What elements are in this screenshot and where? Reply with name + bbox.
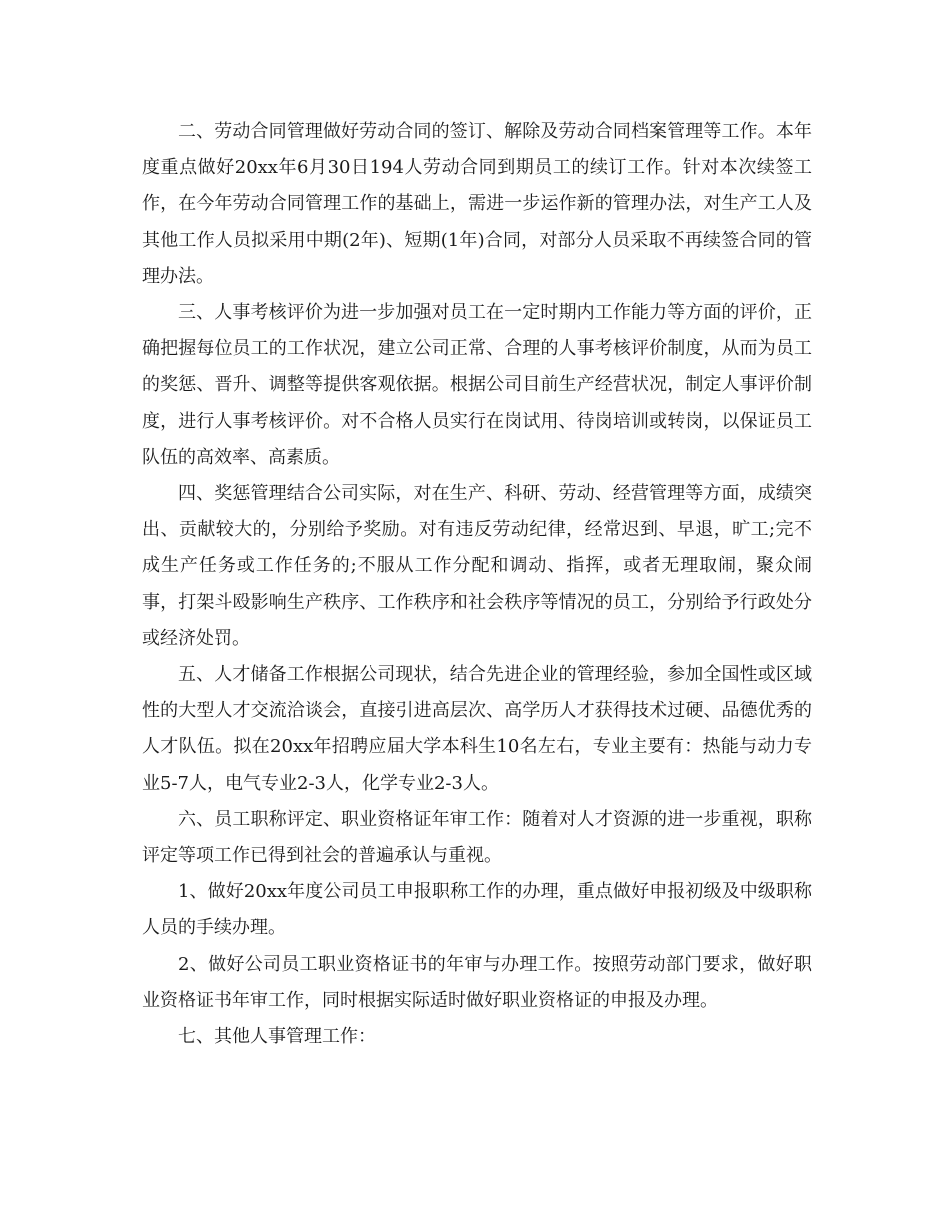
paragraph-performance-evaluation: 三、人事考核评价为进一步加强对员工在一定时期内工作能力等方面的评价，正确把握每位员工的工作状况，建立公司正常、合理的人事考核评价制度，从而为员工的奖惩、晋升、调整等提供客观依据。根据公司目前生产经营状况，制定人事评价制度，进行人事考核评价。对不合格人员实行在岗试用、待岗培训或转岗，以保证员工队伍的高效率、高素质。 (142, 302, 812, 468)
paragraph-labor-contract: 二、劳动合同管理做好劳动合同的签订、解除及劳动合同档案管理等工作。本年度重点做好20xx年6月30日194人劳动合同到期员工的续订工作。针对本次续签工作，在今年劳动合同管理工作的基础上，需进一步运作新的管理办法，对生产工人及其他工作人员拟采用中期(2年)、短期(1年)合同，对部分人员采取不再续签合同的管理办法。 (142, 121, 812, 287)
list-item-title-application: 1、做好20xx年度公司员工申报职称工作的办理，重点做好申报初级及中级职称人员的手续办理。 (142, 881, 812, 939)
paragraph-title-certification: 六、员工职称评定、职业资格证年审工作：随着对人才资源的进一步重视，职称评定等项工作已得到社会的普遍承认与重视。 (142, 808, 812, 867)
document-body (142, 114, 812, 1055)
paragraph-rewards-penalties: 四、奖惩管理结合公司实际，对在生产、科研、劳动、经营管理等方面，成绩突出、贡献较大的，分别给予奖励。对有违反劳动纪律，经常迟到、早退，旷工;完不成生产任务或工作任务的;不服从工作分配和调动、指挥，或者无理取闹，聚众闹事，打架斗殴影响生产秩序、工作秩序和社会秩序等情况的员工，分别给予行政处分或经济处罚。 (142, 483, 812, 649)
paragraph-other-hr-work: 七、其他人事管理工作： (178, 1026, 376, 1048)
paragraph-talent-reserve: 五、人才储备工作根据公司现状，结合先进企业的管理经验，参加全国性或区域性的大型人才交流洽谈会，直接引进高层次、高学历人才获得技术过硬、品德优秀的人才队伍。拟在20xx年招聘应届大学本科生10名左右，专业主要有：热能与动力专业5-7人，电气专业2-3人，化学专业2-3人。 (142, 664, 812, 794)
list-item-certificate-review: 2、做好公司员工职业资格证书的年审与办理工作。按照劳动部门要求，做好职业资格证书年审工作，同时根据实际适时做好职业资格证的申报及办理。 (142, 953, 812, 1011)
